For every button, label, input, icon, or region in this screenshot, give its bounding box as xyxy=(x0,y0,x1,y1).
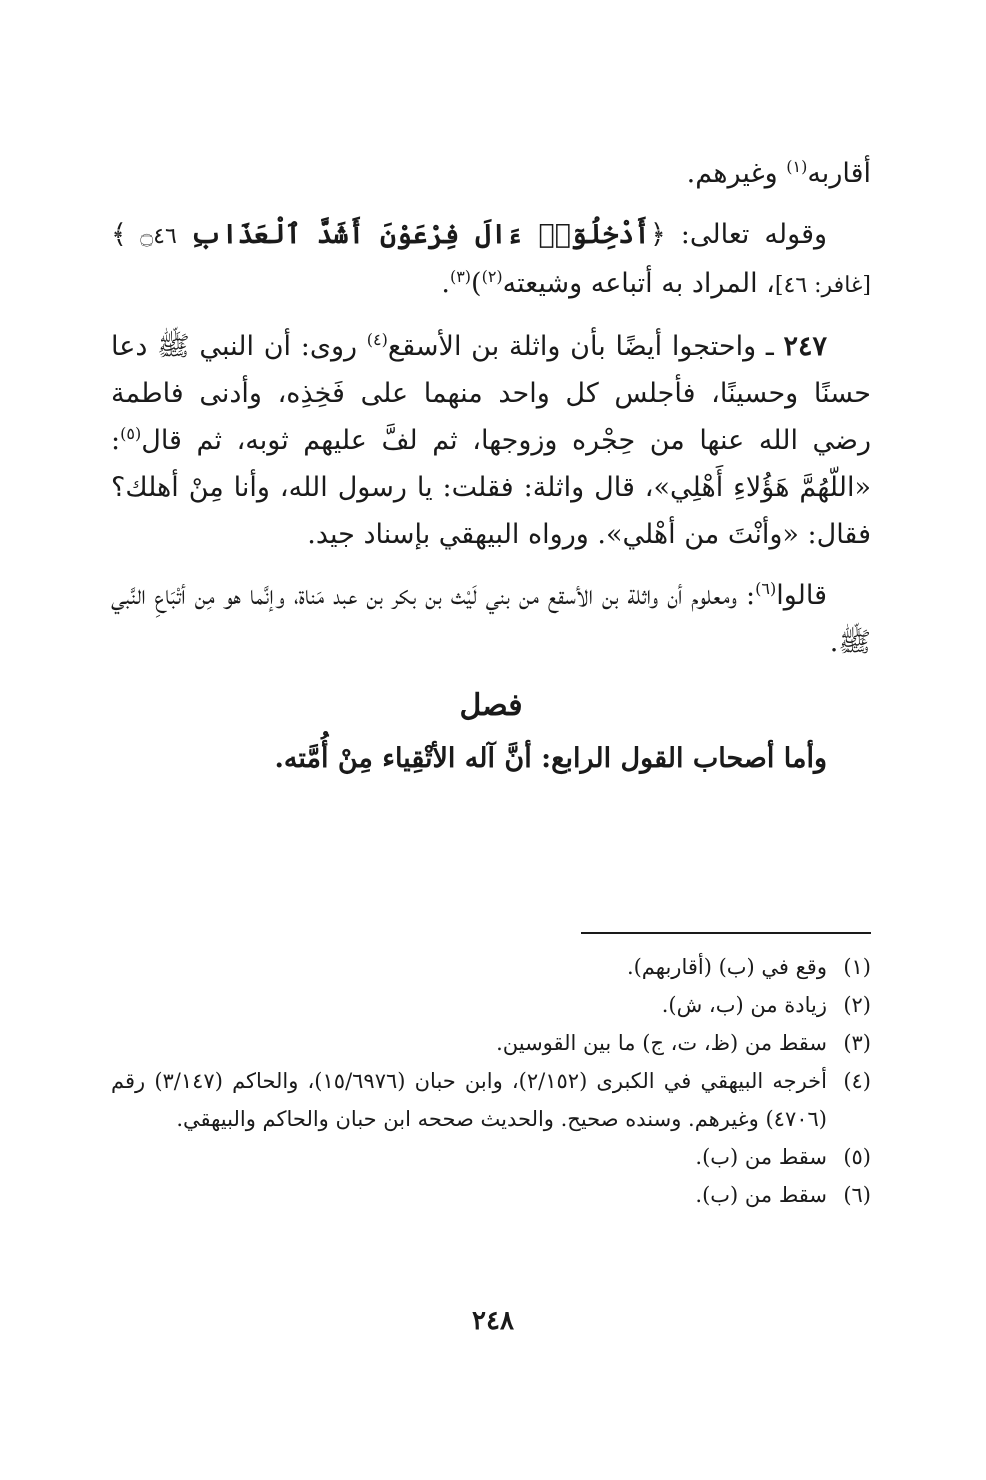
footnote-text: سقط من (ظ، ت، ج) ما بين القوسين. xyxy=(496,1031,827,1055)
text-run: : «اللّهُمَّ هَؤُلاءِ أَهْلِي»، قال واثلة: فقلت: يا رسول الله، وأنا مِنْ أهلك؟ فقال: «وأنْتَ من أهْلي». ورواه البيهقي بإسناد جيد. xyxy=(111,425,871,550)
footnote-number: (١) xyxy=(843,955,871,979)
footnote-text: زيادة من (ب، ش). xyxy=(661,993,827,1017)
footnote-divider xyxy=(581,932,871,934)
main-text xyxy=(111,150,871,782)
text-run: ـ واحتجوا أيضًا بأن واثلة بن الأسقع xyxy=(387,331,784,362)
text-run: . xyxy=(441,268,450,299)
footnote-item xyxy=(111,1024,871,1062)
item-number: ٢٤٧ xyxy=(783,331,827,362)
paragraph-1 xyxy=(111,150,871,197)
text-run: وقوله تعالى: xyxy=(665,219,828,250)
text-run: أقاربه xyxy=(807,158,871,189)
text-run: ، المراد به أتباعه وشيعته xyxy=(502,268,775,299)
footnote-item xyxy=(111,1062,871,1138)
quran-close-bracket: ﴾ xyxy=(111,219,127,250)
footnote-number: (٤) xyxy=(843,1069,871,1093)
footnote-item xyxy=(111,1176,871,1214)
quran-open-bracket: ﴿ xyxy=(649,219,666,250)
verse-citation: [غافر: ٤٦] xyxy=(774,273,871,298)
text-run: وغيرهم. xyxy=(686,158,787,189)
footnote-ref-4[interactable]: (٤) xyxy=(366,330,388,349)
footnote-text: وقع في (ب) (أقاربهم). xyxy=(626,955,827,979)
paragraph-5: وأما أصحاب القول الرابع: أنَّ آله الأتْقِياء مِنْ أُمَّته. xyxy=(274,743,827,774)
footnote-text: أخرجه البيهقي في الكبرى (٢/١٥٢)، وابن حبان (١٥/٦٩٧٦)، والحاكم (٣/١٤٧) رقم (٤٧٠٦) وغيرهم. وسنده صحيح. والحديث صححه ابن حبان والحاكم والبيهقي. xyxy=(111,1069,827,1131)
footnote-item xyxy=(111,948,871,986)
footnote-ref-5[interactable]: (٥) xyxy=(120,424,142,443)
footnote-number: (٥) xyxy=(843,1145,871,1169)
footnotes-section xyxy=(111,932,871,1214)
text-run: قالوا xyxy=(776,580,827,611)
footnote-item xyxy=(111,1138,871,1176)
footnote-ref-3[interactable]: (٣) xyxy=(449,267,472,286)
section-heading: فصل xyxy=(459,688,523,723)
quran-verse: أَدْخِلُوٓا۟ ءَالَ فِرْعَوْنَ أَشَدَّ ٱلْعَذَابِ xyxy=(190,219,650,250)
footnote-ref-6[interactable]: (٦) xyxy=(755,579,777,598)
paragraph-3 xyxy=(111,323,871,558)
footnote-ref-1[interactable]: (١) xyxy=(786,157,808,176)
text-run: : ومعلوم أن واثلة بن الأسقع من بني لَيْث بن بكر بن عبد مَناة، وإنَّما هو مِن أتْبَاعِ النَّبي ﷺ. xyxy=(111,580,871,658)
ayah-number: ۝٤٦ xyxy=(126,224,191,249)
footnote-ref-2[interactable]: (٢) xyxy=(481,267,503,286)
page-number: ٢٤٨ xyxy=(472,1306,514,1336)
paragraph-2 xyxy=(111,211,871,309)
footnote-number: (٦) xyxy=(843,1183,871,1207)
footnote-text: سقط من (ب). xyxy=(695,1183,827,1207)
text-run: ) xyxy=(471,268,482,299)
text-run: روى: أن النبي ﷺ دعا حسنًا وحسينًا، فأجلس كل واحد منهما على فَخِذِه، وأدنى فاطمة رضي الله عنها من حِجْره وزوجها، ثم لفَّ عليهم ثوبه، ثم قال xyxy=(111,331,871,456)
footnote-text: سقط من (ب). xyxy=(695,1145,827,1169)
footnote-number: (٢) xyxy=(843,993,871,1017)
footnote-number: (٣) xyxy=(843,1031,871,1055)
paragraph-4 xyxy=(111,572,871,666)
footnote-item xyxy=(111,986,871,1024)
